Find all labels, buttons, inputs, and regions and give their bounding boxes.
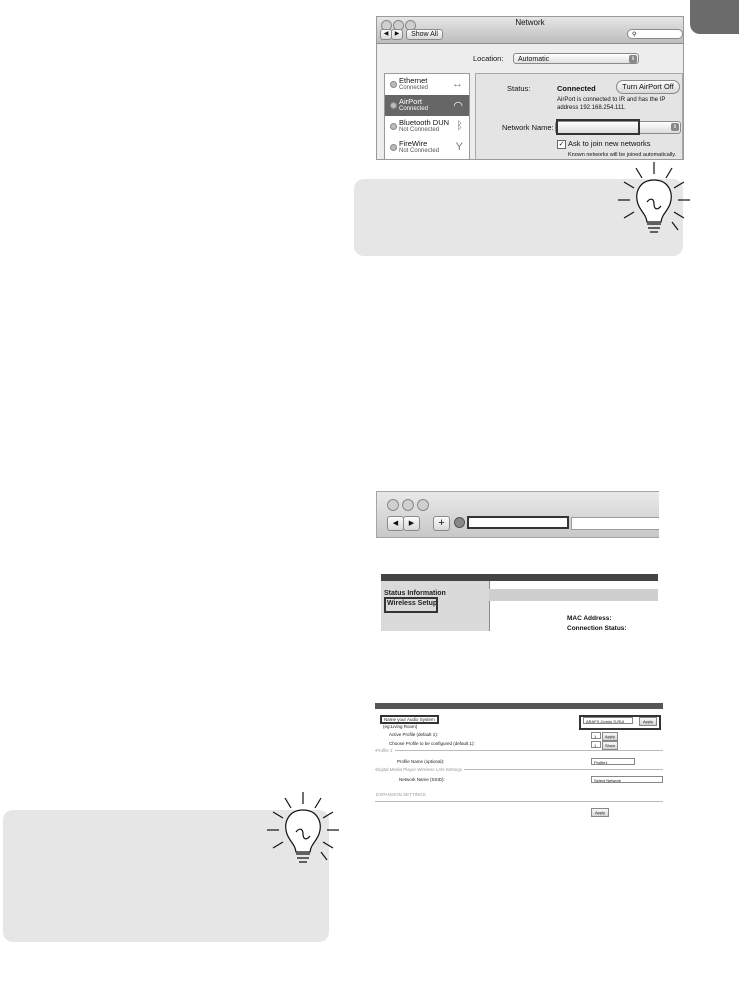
apply-button[interactable]: Apply (639, 717, 657, 726)
search-field[interactable] (627, 29, 683, 39)
service-status: Not Connected (399, 148, 440, 154)
audio-system-name-input[interactable]: ARAFX-Cpmlo S-RUI (583, 717, 633, 724)
service-name: AirPort (399, 97, 422, 106)
active-profile-label: Active Profile (default 1): (389, 732, 439, 737)
show-all-button[interactable]: Show All (406, 29, 443, 40)
status-dot-icon (390, 144, 397, 151)
menu-wireless-setup[interactable]: Wireless Setup (387, 600, 438, 607)
profile-section-label: Profile 1 (376, 748, 393, 753)
page-tab (690, 0, 739, 34)
lightbulb-icon (263, 790, 343, 872)
menu-status-information[interactable]: Status Information (384, 590, 446, 597)
service-name: Ethernet (399, 76, 428, 85)
plus-icon[interactable]: + (433, 516, 450, 531)
connection-status-label: Connection Status: (567, 625, 627, 631)
minimize-light[interactable] (402, 499, 414, 511)
status-value: Connected (557, 84, 596, 93)
choose-profile-select[interactable]: 1 (591, 741, 601, 748)
highlight-box (384, 597, 438, 613)
highlight-box (556, 119, 640, 135)
ssid-select[interactable]: Select Network (591, 776, 663, 783)
show-button[interactable]: Show (602, 741, 618, 750)
location-select[interactable] (513, 53, 639, 64)
router-top-bar (381, 574, 658, 581)
lightbulb-icon (614, 160, 694, 242)
location-value: Automatic (518, 56, 550, 63)
active-profile-select[interactable]: 1 (591, 732, 601, 739)
network-preferences-window (376, 16, 684, 160)
ask-checkbox[interactable]: ✓ (558, 141, 565, 148)
service-list (384, 73, 470, 160)
service-ethernet[interactable] (385, 74, 469, 95)
status-dot-icon (390, 102, 397, 109)
window-title: Network (515, 18, 545, 27)
address-field[interactable] (467, 516, 569, 529)
service-firewire[interactable] (385, 137, 469, 158)
divider (375, 801, 663, 802)
service-status: Connected (399, 85, 429, 91)
service-status: Not Connected (399, 127, 440, 133)
back-icon[interactable]: ◀ (380, 29, 392, 40)
title-bar (377, 17, 683, 44)
browser-toolbar (376, 491, 659, 538)
back-icon[interactable]: ◀ (387, 516, 404, 531)
form-top-bar (375, 703, 663, 709)
wifi-icon: ◠ (453, 100, 463, 112)
ask-label: Ask to join new networks (568, 139, 651, 148)
service-airport[interactable] (385, 95, 469, 116)
expansion-settings-label: EXPANSION SETTINGS (376, 792, 426, 797)
network-name-label: Network Name: (502, 123, 554, 132)
name-audio-system-label: Name your Audio System (380, 715, 439, 724)
ssid-label: Network Name (SSID): (399, 777, 445, 782)
arrows-icon: ↔ (452, 78, 463, 90)
service-name: FireWire (399, 139, 428, 148)
status-label: Status: (507, 84, 531, 93)
settings-form (375, 703, 663, 823)
updown-icon: ⇕ (630, 56, 636, 62)
apply-active-button[interactable]: Apply (602, 732, 618, 741)
location-label: Location: (473, 54, 504, 63)
address-field-extension[interactable] (571, 517, 659, 530)
status-description: AirPort is connected to IR and has the IP address 192.168.254.111. (557, 97, 666, 111)
service-bluetooth-dun[interactable] (385, 116, 469, 137)
profile-name-input[interactable]: Profile1 (591, 758, 635, 765)
router-status-page (381, 574, 658, 631)
wlan-section-label: Digital Media Player Wireless LAN Settings (376, 767, 463, 772)
turn-airport-off-button[interactable]: Turn AirPort Off (616, 80, 680, 94)
forward-icon[interactable]: ▶ (391, 29, 403, 40)
updown-icon: ⇕ (672, 124, 678, 130)
forward-icon[interactable]: ▶ (403, 516, 420, 531)
search-icon: ⚲ (632, 32, 637, 38)
status-dot-icon (390, 123, 397, 130)
status-dot-icon (390, 81, 397, 88)
profile-name-label: Profile Name (optional): (397, 759, 445, 764)
close-light[interactable] (387, 499, 399, 511)
choose-profile-label: Choose Profile to be configured (default 1): (389, 741, 475, 746)
apply-bottom-button[interactable]: Apply (591, 808, 609, 817)
firewire-icon: Y (455, 141, 463, 153)
service-status: Connected (399, 106, 429, 112)
zoom-light[interactable] (417, 499, 429, 511)
bluetooth-icon: ᛒ (456, 120, 463, 132)
router-header-strip (489, 589, 658, 601)
name-hint: (eg:Living Room) (383, 724, 418, 729)
divider (375, 750, 663, 751)
mac-address-label: MAC Address: (567, 615, 612, 622)
ask-note: Known networks will be joined automatically. (568, 152, 677, 158)
globe-icon (454, 517, 465, 528)
service-name: Bluetooth DUN (399, 118, 450, 127)
